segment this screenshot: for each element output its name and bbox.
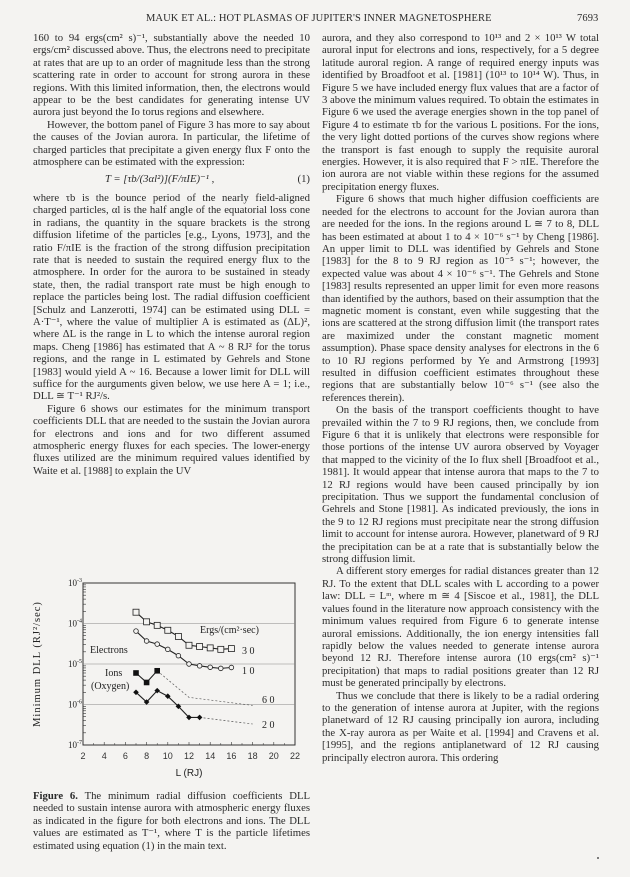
paragraph: On the basis of the transport coefficients thought to have prevailed within the 7 to 9 RJ regions, then, we conclude from Figure 6 that it is unlikely that electrons were responsible for those portions of the intense UV aurora observed by Voyager that mapped to the vicinity of the Io flux shell [Broadfoot et al., 1981]. It would appear that intense aurora that maps to the 7 to 12 RJ regions would have been caused principally by ion precipitation. Thus we support the fundamental conclusion of Gehrels and Stone [1981]. As indicated previously, the ions in the 9 to 12 RJ regions must precipitate near the strong diffusion limit to account for intense aurora. However, planetward of 9 RJ the precipitation can be at a rate that is substantially below the strong diffusion limit. [322,404,599,566]
y-tick-exponent: -7 [77,740,82,746]
electrons-label: Electrons [90,645,128,656]
x-tick-label: 8 [144,751,150,761]
y-tick-label: 10 [68,618,77,629]
marker-open-square [207,645,213,651]
paragraph: Thus we conclude that there is likely to be a radial ordering to the generation of intense aurora at Jupiter, with the regions planetward of 12 RJ causing principally ion aurora, including the X-ray aurora as per Waite et al. [1994] and Cravens et al. [1995], and the regions antiplanetward of 12 RJ causing principally electron aurora. This ordering [322,689,599,764]
x-tick-label: 20 [268,751,279,761]
x-tick-label: 4 [101,751,107,761]
marker-filled-square [133,670,139,676]
marker-open-square [175,633,181,639]
figure-6-chart [0,570,320,779]
x-tick-label: 16 [226,751,237,761]
series-line [136,631,231,668]
marker-open-square [165,627,171,633]
marker-open-circle [219,666,224,671]
marker-open-circle [155,642,160,647]
marker-filled-square [144,680,150,686]
marker-open-circle [134,629,139,634]
y-tick-label: 10 [68,578,77,588]
marker-open-square [228,646,234,652]
y-tick-exponent: -5 [77,659,82,665]
x-tick-label: 14 [205,751,216,761]
figure-caption [33,790,310,852]
marker-open-circle [187,662,192,667]
page-number: 7693 [577,13,599,24]
x-tick-label: 6 [122,751,128,761]
marker-open-circle [166,647,171,652]
units-label: Ergs/(cm²·sec) [200,625,259,636]
running-header [0,13,630,27]
marker-open-circle [208,665,213,670]
marker-open-circle [176,653,181,658]
y-tick-exponent: -4 [77,618,82,625]
figure-label: Figure 6. [33,790,78,802]
right-column [322,32,599,764]
ions-label: Ions [105,668,123,679]
marker-open-square [218,646,224,652]
paragraph: However, the bottom panel of Figure 3 has more to say about the causes of the Jovian aurora. In particular, the lifetime of charged particles that precipitate a given energy flux F onto the atmosphere can be estimated with the expression: [33,118,310,169]
left-column [33,32,310,477]
x-tick-label: 2 [80,751,86,761]
flux-10-label: 1 0 [242,666,255,677]
speck [597,857,599,859]
marker-open-square [186,642,192,648]
paragraph: 160 to 94 ergs(cm² s)⁻¹, substantially above the needed 10 ergs/cm² discussed above. Thus, the electrons need to precipitate at rates that are up to an order of magnitude less than the strong scattering rate in order to account for strong aurora in these regions. With this limited information, then, the electrons would appear to be the best candidates for generating intense UV aurora just beyond the Io torus regions and elsewhere. [33,32,310,119]
marker-open-square [154,622,160,628]
y-tick-exponent: -6 [77,699,82,706]
x-tick-label: 12 [183,751,195,761]
flux-30-label: 3 0 [242,646,255,657]
marker-open-square [197,644,203,650]
flux-20-label: 2 0 [262,720,275,731]
y-tick-label: 10 [68,740,77,750]
running-title: MAUK ET AL.: HOT PLASMAS OF JUPITER'S INNER MAGNETOSPHERE [146,13,492,24]
x-tick-label: 22 [289,751,301,761]
equation-body: T = [τb/(3αl²)](F/πIE)⁻¹ , [105,173,215,186]
equation-number: (1) [297,173,310,186]
paragraph: Figure 6 shows our estimates for the minimum transport coefficients DLL that are needed to the sustain the Jovian aurora for electrons and ions and for two different assumed atmospheric energy fluxes for each species. The lower-energy fluxes utilized are the minimum required values identified by Waite et al. [1988] to explain the UV [33,402,310,477]
flux-60-label: 6 0 [262,695,275,706]
marker-filled-diamond [197,715,203,721]
y-tick-exponent: -3 [77,578,82,584]
paragraph: where τb is the bounce period of the nearly field-aligned charged particles, αl is the half angle of the equatorial loss cone in radians, the quantity in the square brackets is the strong diffusion lifetime of the particles [e.g., Lyons, 1973], and the ratio F/πIE is the fraction of the strong diffusion precipitation rate that is needed to sustain the required energy flux to the atmosphere. In order for the aurora to be sustained in steady state, then, the radial transport rate must be high enough to replace the particles being lost. The radial diffusion coefficient [Schulz and Lanzerotti, 1974] can be estimated using DLL = A·T⁻¹, where the value of multiplier A is estimated as (ΔL)², where ΔL is the range in L to which the intense auroral region maps. Cheng [1986] has estimated that A ~ 8 RJ² for the torus regions, and the range in L estimated by Gehrels and Stone [1983] would yield A ~ 16. Because a lower limit for DLL will suffice for the aurguments given below, we use here A = 1; i.e., DLL ≅ T⁻¹ RJ²/s. [33,191,310,403]
marker-open-square [144,619,150,625]
x-axis-label: L (RJ) [175,768,203,779]
dotted-extension [200,717,253,724]
paragraph: Figure 6 shows that much higher diffusion coefficients are needed for the electrons to account for the Jovian aurora than are needed for the ions. In the regions around L ≅ 7 to 8, DLL has been estimated at about 1 to 4 × 10⁻⁶ s⁻¹ by Cheng [1986]. An upper limit to DLL was identified by Gehrels and Stone [1983] for the 8 to 9 RJ region as 10⁻⁵ s⁻¹; however, the expected value was about 4 × 10⁻⁶ s⁻¹. The Gehrels and Stone [1983] results represented an upper limit for even more reasons than identified by the authors, based on their assumption that the magnetic moment is constant, even while suggesting that the ions are scattered at the strong diffusion limit (the transport rates are maximized under the constant magnetic moment assumption). Phase space density analyses for electrons in the 6 to 10 RJ regions performed by Ye and Armstrong [1993] resulted in diffusion coefficient estimates throughout these regions that are substantially below 10⁻⁶ s⁻¹ (see also the references therein). [322,193,599,404]
oxygen-label: (Oxygen) [91,681,130,692]
x-tick-label: 10 [162,751,173,761]
paragraph: aurora, and they also correspond to 10¹³ and 2 × 10¹³ W total auroral input for electrons and ions, respectively, for a 5 degree latitude auroral region. A range of required energy inputs was identified by Broadfoot et al. [1981] (10¹³ to 10¹⁴ W). Thus, in Figure 5 we have included energy flux values that are a factor of 3 above the minimum values required. To obtain the estimates in Figure 6 we used the average energies shown in the top panel of Figure 4 to estimate τb for the various L positions. For the ions, the very light dotted portions of the curves show regions where the transport is fast enough to supply the requisite auroral energies. However, it is also required that F > πIE. Therefore the ion aurora are not viable within these regions for the assumed precipitation energy fluxes. [322,32,599,193]
marker-open-circle [144,639,149,644]
paragraph: A different story emerges for radial distances greater than 12 RJ. To the extent that DLL scales with L according to a power law: DLL = Lᵐ, where m ≅ 4 [Siscoe et al., 1981], the DLL values found in the literature now approach consistency with the minimum values required from Figure 6 to generate intense auroral emissions. Additionally, the ion energy intensities fall rapidly below the values needed to generate intense aurora beyond 12 RJ. Therefore intense aurora (10 ergs(cm² s)⁻¹ precipitation) that maps to radial positions greater than 12 RJ must be generated principally by electrons. [322,565,599,690]
caption-text: The minimum radial diffusion coefficients DLL needed to sustain intense aurora with atmospheric energy fluxes as indicated in the figure for both electrons and ions. The DLL values are estimated as T⁻¹, where T is the particle lifetimes estimated using equation (1) in the main text. [33,790,310,852]
y-axis-label: Minimum DLL (RJ²/sec) [32,601,43,727]
y-tick-label: 10 [68,699,77,710]
chart-svg [0,570,320,785]
marker-open-circle [197,664,202,669]
y-tick-label: 10 [68,659,77,669]
marker-open-circle [229,665,234,670]
marker-open-square [133,609,139,615]
x-tick-label: 18 [247,751,258,761]
marker-filled-square [154,668,160,674]
equation [33,168,310,191]
